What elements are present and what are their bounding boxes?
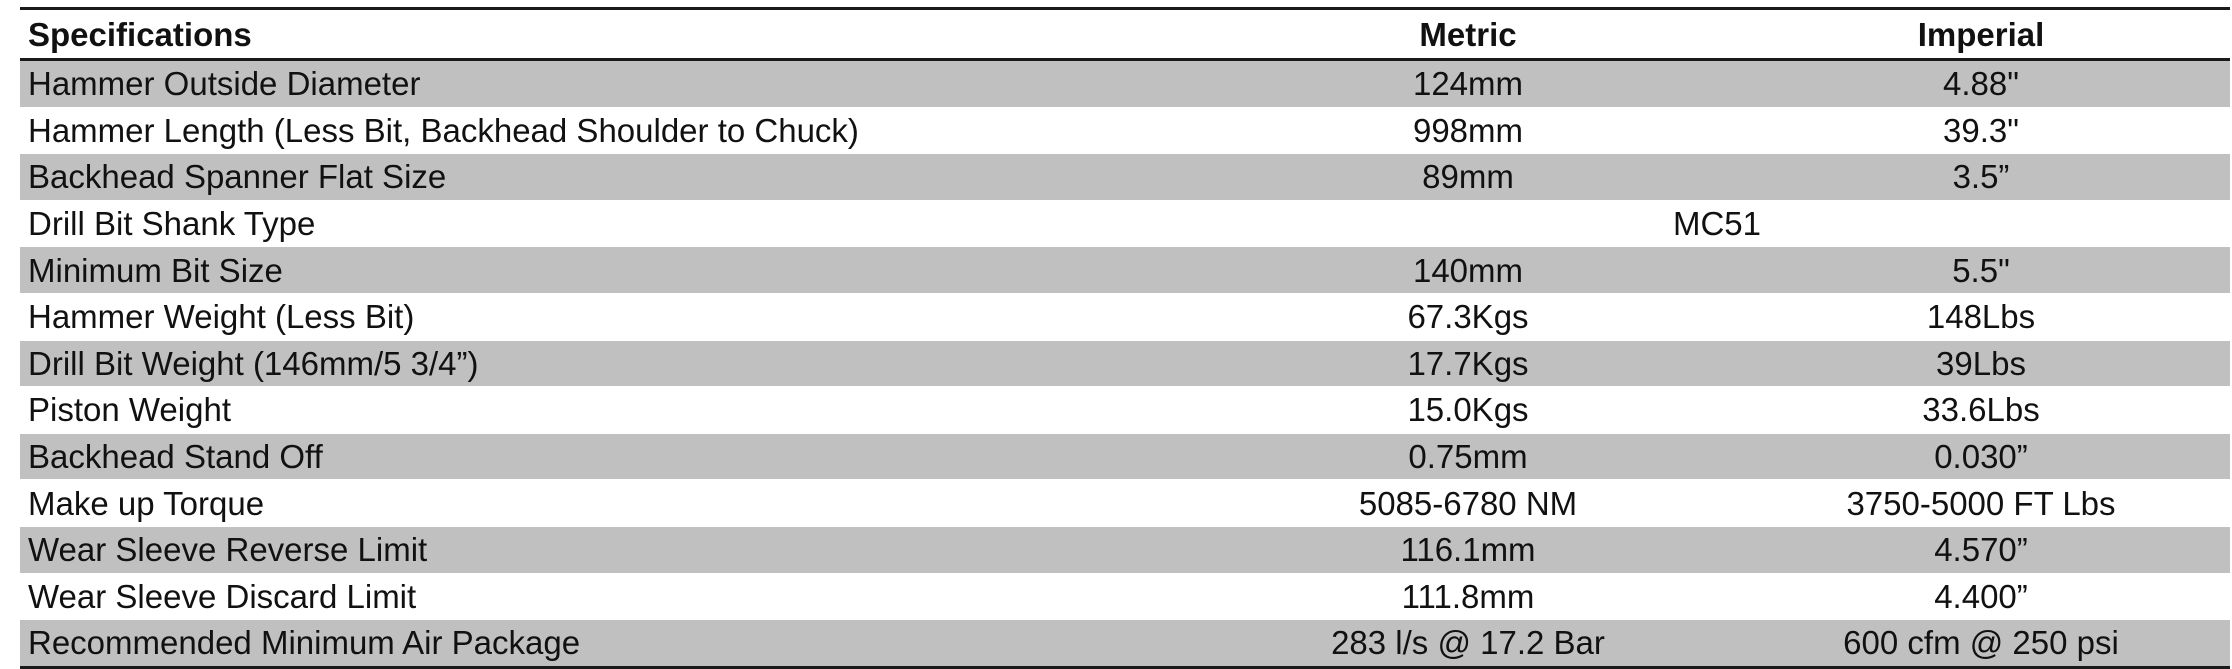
header-specifications: Specifications — [20, 9, 1204, 60]
table-row — [20, 154, 2230, 201]
metric-cell: 15.0Kgs — [1204, 387, 1732, 434]
spec-cell: Hammer Outside Diameter — [20, 60, 1204, 108]
spec-cell: Minimum Bit Size — [20, 247, 1204, 294]
imperial-cell: 4.570” — [1732, 526, 2230, 573]
imperial-cell: 5.5" — [1732, 247, 2230, 294]
metric-cell: 17.7Kgs — [1204, 340, 1732, 387]
table-row — [20, 107, 2230, 154]
spec-cell: Recommended Minimum Air Package — [20, 620, 1204, 668]
spec-cell: Piston Weight — [20, 387, 1204, 434]
imperial-cell: 3750-5000 FT Lbs — [1732, 480, 2230, 527]
imperial-cell: 4.400” — [1732, 573, 2230, 620]
table-row — [20, 293, 2230, 340]
spec-cell: Wear Sleeve Reverse Limit — [20, 526, 1204, 573]
imperial-cell: 33.6Lbs — [1732, 387, 2230, 434]
metric-cell: 5085-6780 NM — [1204, 480, 1732, 527]
header-metric: Metric — [1204, 9, 1732, 60]
metric-cell: 998mm — [1204, 107, 1732, 154]
table-row — [20, 60, 2230, 108]
table-row — [20, 526, 2230, 573]
header-imperial: Imperial — [1732, 9, 2230, 60]
imperial-cell: 39.3" — [1732, 107, 2230, 154]
metric-cell: 111.8mm — [1204, 573, 1732, 620]
spec-cell: Drill Bit Shank Type — [20, 200, 1204, 247]
metric-cell: 116.1mm — [1204, 526, 1732, 573]
table-row — [20, 573, 2230, 620]
imperial-cell: 600 cfm @ 250 psi — [1732, 620, 2230, 668]
spec-cell: Drill Bit Weight (146mm/5 3/4”) — [20, 340, 1204, 387]
table-row — [20, 247, 2230, 294]
metric-cell: 140mm — [1204, 247, 1732, 294]
metric-cell: 124mm — [1204, 60, 1732, 108]
table-row — [20, 200, 2230, 247]
spec-cell: Hammer Weight (Less Bit) — [20, 293, 1204, 340]
spec-cell: Wear Sleeve Discard Limit — [20, 573, 1204, 620]
spec-cell: Make up Torque — [20, 480, 1204, 527]
imperial-cell: 39Lbs — [1732, 340, 2230, 387]
merged-value-cell: MC51 — [1204, 200, 2230, 247]
header-row — [20, 9, 2230, 60]
metric-cell: 67.3Kgs — [1204, 293, 1732, 340]
spec-cell: Backhead Spanner Flat Size — [20, 154, 1204, 201]
table-row — [20, 480, 2230, 527]
imperial-cell: 148Lbs — [1732, 293, 2230, 340]
imperial-cell: 3.5” — [1732, 154, 2230, 201]
table-row — [20, 340, 2230, 387]
table-row — [20, 620, 2230, 668]
imperial-cell: 4.88" — [1732, 60, 2230, 108]
specifications-table — [20, 7, 2230, 669]
spec-cell: Backhead Stand Off — [20, 433, 1204, 480]
table-row — [20, 387, 2230, 434]
metric-cell: 0.75mm — [1204, 433, 1732, 480]
spec-cell: Hammer Length (Less Bit, Backhead Shoulder to Chuck) — [20, 107, 1204, 154]
metric-cell: 89mm — [1204, 154, 1732, 201]
imperial-cell: 0.030” — [1732, 433, 2230, 480]
table-row — [20, 433, 2230, 480]
metric-cell: 283 l/s @ 17.2 Bar — [1204, 620, 1732, 668]
